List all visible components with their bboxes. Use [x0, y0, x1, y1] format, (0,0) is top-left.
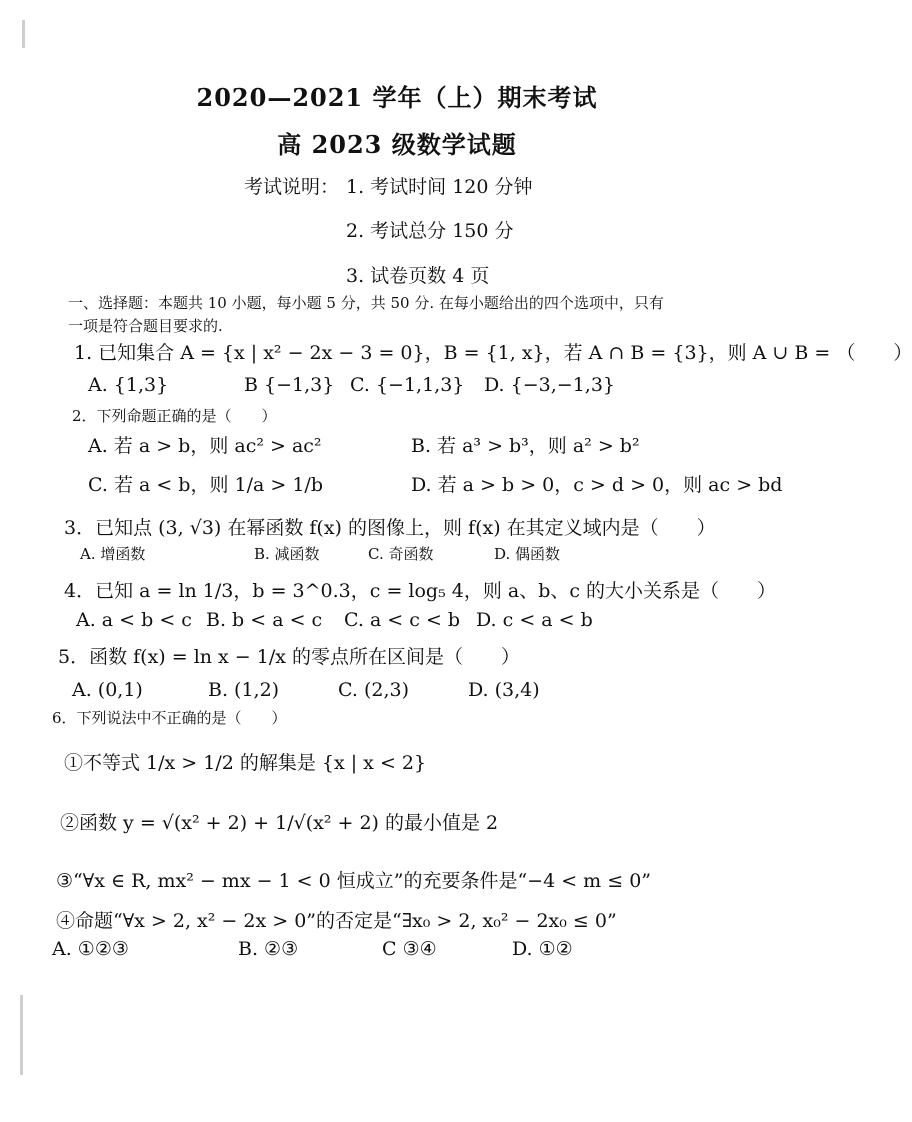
exam-note-label: 考试说明：: [244, 176, 340, 198]
exam-subtitle: 高 2023 级数学试题: [277, 130, 517, 159]
question-1-option-b: B {−1,3}: [244, 374, 335, 396]
question-1-stem: 1. 已知集合 A = {x | x² − 2x − 3 = 0}，B = {1, x}，若 A ∩ B = {3}，则 A ∪ B = （ ）: [74, 342, 912, 364]
question-6-statement-2: ②函数 y = √(x² + 2) + 1/√(x² + 2) 的最小值是 2: [60, 812, 499, 834]
exam-title: 2020—2021 学年（上）期末考试: [196, 83, 598, 112]
question-3-option-d: D. 偶函数: [494, 545, 561, 563]
question-2-option-d: D. 若 a > b > 0，c > d > 0，则 ac > bd: [411, 474, 783, 496]
question-6-option-d: D. ①②: [512, 938, 573, 960]
question-1-option-a: A. {1,3}: [88, 374, 169, 396]
exam-note-1: 1. 考试时间 120 分钟: [346, 176, 533, 198]
question-3-option-b: B. 减函数: [254, 545, 320, 563]
question-6-option-b: B. ②③: [238, 938, 299, 960]
question-6-option-a: A. ①②③: [52, 938, 129, 960]
question-6-option-c: C ③④: [382, 938, 437, 960]
question-2-option-b: B. 若 a³ > b³，则 a² > b²: [411, 435, 640, 457]
question-4-stem: 4．已知 a = ln 1/3，b = 3^0.3，c = log₅ 4，则 a、b、c 的大小关系是（ ）: [64, 580, 777, 602]
scan-edge-mark: [20, 995, 23, 1075]
question-2-stem: 2．下列命题正确的是（ ）: [72, 407, 277, 425]
question-4-option-b: B. b < a < c: [206, 609, 323, 631]
question-5-option-c: C. (2,3): [338, 679, 409, 701]
question-5-option-b: B. (1,2): [208, 679, 280, 701]
question-5-option-a: A. (0,1): [72, 679, 143, 701]
section-intro-line2: 一项是符合题目要求的.: [68, 317, 223, 335]
question-2-option-c: C. 若 a < b，则 1/a > 1/b: [88, 474, 323, 496]
question-3-stem: 3．已知点 (3, √3) 在幂函数 f(x) 的图像上，则 f(x) 在其定义域内是（ ）: [64, 517, 716, 539]
question-2-option-a: A. 若 a > b，则 ac² > ac²: [88, 435, 322, 457]
exam-note-2: 2. 考试总分 150 分: [346, 220, 514, 242]
question-4-option-c: C. a < c < b: [344, 609, 461, 631]
question-4-option-d: D. c < a < b: [476, 609, 593, 631]
question-6-stem: 6．下列说法中不正确的是（ ）: [52, 709, 287, 727]
question-3-option-a: A. 增函数: [80, 545, 146, 563]
question-5-stem: 5．函数 f(x) = ln x − 1/x 的零点所在区间是（ ）: [58, 646, 521, 668]
question-5-option-d: D. (3,4): [468, 679, 540, 701]
exam-note-3: 3. 试卷页数 4 页: [346, 265, 490, 287]
question-6-statement-4: ④命题“∀x > 2, x² − 2x > 0”的否定是“∃x₀ > 2, x₀² − 2x₀ ≤ 0”: [56, 910, 617, 932]
scan-edge-mark: [22, 20, 25, 48]
section-intro-line1: 一、选择题：本题共 10 小题，每小题 5 分，共 50 分. 在每小题给出的四个选项中，只有: [68, 294, 664, 312]
question-3-option-c: C. 奇函数: [368, 545, 434, 563]
question-1-option-d: D. {−3,−1,3}: [484, 374, 615, 396]
question-4-option-a: A. a < b < c: [76, 609, 192, 631]
question-1-option-c: C. {−1,1,3}: [350, 374, 465, 396]
question-6-statement-1: ①不等式 1/x > 1/2 的解集是 {x | x < 2}: [64, 752, 427, 774]
question-6-statement-3: ③“∀x ∈ R, mx² − mx − 1 < 0 恒成立”的充要条件是“−4 < m ≤ 0”: [56, 870, 652, 892]
